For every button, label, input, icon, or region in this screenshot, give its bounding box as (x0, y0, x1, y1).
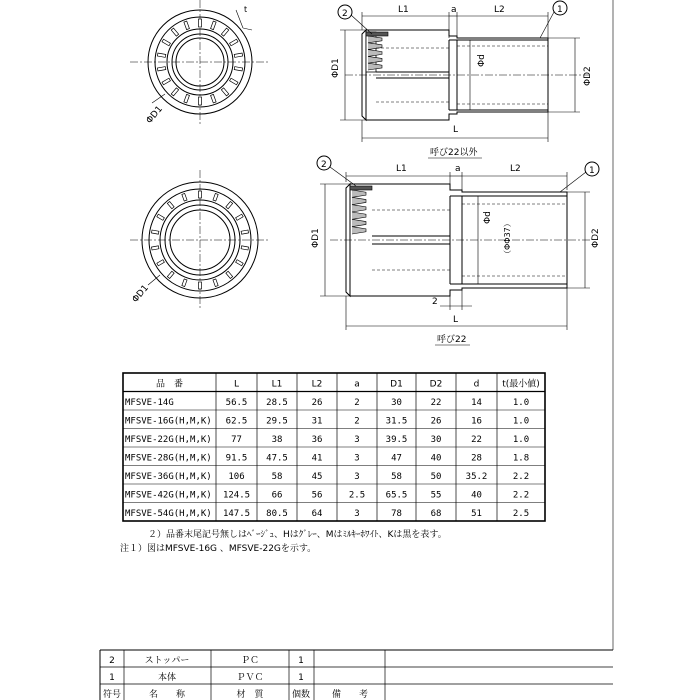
dimension-table-cell: MFSVE-36G(H,M,K) (125, 472, 212, 482)
parts-table-cell: ＰＶＣ (236, 673, 264, 683)
side-view-bottom (311, 156, 601, 345)
dimension-table-cell: 30 (430, 435, 442, 445)
dimension-table-header: L1 (271, 379, 283, 390)
stopper-finger (352, 197, 366, 204)
stopper-tooth (213, 279, 218, 287)
stopper-tooth (199, 97, 202, 105)
stopper-tooth (221, 28, 228, 36)
dimension-table-header: d (473, 379, 480, 390)
dimension-table-cell: 26 (430, 416, 442, 427)
dimension-table-cell: MFSVE-54G(H,M,K) (125, 509, 212, 519)
dimension-table-cell: 2 (354, 416, 360, 427)
dimension-table-header: a (354, 379, 360, 390)
dimension-table-cell: 106 (228, 472, 245, 482)
stopper-tooth (230, 78, 238, 85)
stopper-tooth (182, 193, 187, 201)
stopper-tooth (151, 230, 158, 234)
stopper-tooth (171, 88, 178, 96)
dimension-table-cell: 51 (471, 509, 482, 519)
stopper-tooth (221, 88, 228, 96)
dimension-table-cell: 3 (354, 509, 360, 519)
stopper-ring (366, 32, 388, 36)
stopper-tooth (167, 201, 174, 208)
stopper-tooth (199, 191, 202, 198)
bottom-balloon-2-text: 2 (321, 160, 327, 170)
dimension-table-cell: 64 (311, 509, 323, 519)
bottom-dim-2: 2 (432, 297, 438, 307)
stopper-tooth (171, 28, 178, 36)
bottom-dim-L2: L2 (510, 164, 521, 174)
bottom-balloon-1-text: 1 (589, 166, 595, 176)
bottom-dim-d: Φd (483, 211, 493, 224)
note-2: ２）品番末尾記号無しはﾍﾞｰｼﾞｭ、Hはｸﾞﾚｰ、Mはﾐﾙｷｰﾎﾜｲﾄ、Kは黒を表す。 (148, 530, 447, 540)
parts-table-cell: 2 (109, 656, 115, 666)
dimension-table-header: L2 (311, 379, 323, 390)
stopper-tooth (167, 271, 174, 278)
dimension-table-cell: MFSVE-22G(H,M,K) (125, 435, 212, 445)
dimension-table-cell: 40 (471, 490, 482, 501)
stopper-tooth (162, 39, 170, 46)
dimension-table-cell: MFSVE-14G (125, 398, 174, 408)
dimension-table-cell: MFSVE-42G(H,M,K) (125, 490, 212, 501)
dimension-table-cell: 2 (354, 398, 360, 408)
dimension-table-cell: 2.5 (348, 490, 366, 501)
stopper-tooth (162, 78, 170, 85)
stopper-tooth (184, 21, 190, 30)
dimension-table-cell: 31.5 (385, 416, 408, 427)
dimension-table-cell: 3 (354, 472, 360, 482)
dimension-table-cell: 80.5 (266, 509, 288, 519)
dimension-table-cell: 66 (271, 490, 283, 501)
stopper-finger (368, 63, 382, 70)
dimension-table-cell: 47 (391, 453, 402, 464)
dimension-table (123, 373, 545, 521)
top-dim-a: a (451, 5, 457, 15)
stopper-finger (352, 190, 366, 197)
dimension-table-cell: 31 (311, 416, 323, 427)
dimension-table-cell: 41 (311, 453, 323, 464)
dimension-table-cell: 22 (471, 435, 482, 445)
dimension-table-cell: 124.5 (222, 490, 251, 501)
dimension-table-header: D2 (429, 379, 443, 390)
stopper-tooth (241, 230, 248, 234)
dimension-table-cell: 1.0 (512, 398, 530, 408)
parts-table-header: 材 質 (236, 690, 264, 700)
stopper-tooth (157, 67, 165, 71)
top-dim-L: L (453, 125, 459, 135)
stopper-tooth (199, 282, 202, 289)
dimension-table-cell: 58 (271, 472, 283, 482)
end-view-bottom-d1-label: ΦD1 (130, 283, 151, 305)
dimension-table-cell: 56 (311, 490, 323, 501)
side-view-top (331, 1, 593, 158)
dimension-table-cell: 38 (271, 435, 283, 445)
stopper-tooth (157, 260, 165, 266)
stopper-finger (368, 50, 382, 57)
dimension-table-cell: 2.2 (512, 490, 530, 501)
stopper-tooth (199, 19, 202, 27)
dimension-table-cell: 26 (311, 398, 323, 408)
dimension-table-cell: 62.5 (225, 416, 248, 427)
stopper-tooth (226, 201, 233, 208)
top-dim-L1: L1 (398, 5, 409, 15)
stopper-finger (368, 43, 382, 50)
stopper-tooth (157, 53, 165, 57)
top-balloon-1-text: 1 (557, 5, 563, 15)
parts-table-cell: 1 (298, 673, 304, 683)
stopper-tooth (236, 214, 244, 220)
dimension-table-cell: 47.5 (266, 453, 288, 464)
dimension-table-cell: 2.2 (512, 472, 530, 482)
stopper-tooth (184, 94, 190, 103)
dimension-table-cell: 14 (471, 398, 482, 408)
bottom-caption: 呼び22 (437, 335, 467, 345)
dimension-table-header: t(最小値) (502, 379, 540, 390)
stopper-tooth (182, 279, 187, 287)
dimension-table-cell: 55 (430, 490, 442, 501)
bottom-dim-L: L (453, 315, 459, 325)
bottom-dim-D2: ΦD2 (591, 228, 601, 248)
dimension-table-header: D1 (390, 379, 403, 390)
dimension-table-cell: 1.8 (512, 453, 530, 464)
dimension-table-cell: 3 (354, 453, 360, 464)
stopper-tooth (157, 214, 165, 220)
dimension-table-cell: 77 (231, 435, 242, 445)
dimension-table-header: 品 番 (155, 379, 184, 390)
dimension-table-cell: 56.5 (225, 398, 248, 408)
stopper-tooth (234, 53, 242, 57)
dimension-table-cell: 2.5 (512, 509, 530, 519)
dimension-table-cell: 45 (311, 472, 323, 482)
dimension-table-cell: 50 (430, 472, 442, 482)
dimension-table-cell: 40 (430, 453, 442, 464)
dimension-table-cell: 147.5 (222, 509, 251, 519)
bottom-dim-D1: ΦD1 (311, 228, 321, 248)
stopper-finger (352, 205, 366, 212)
dimension-table-cell: 58 (391, 472, 402, 482)
dimension-table-cell: 39.5 (385, 435, 408, 445)
top-dim-L2: L2 (494, 5, 505, 15)
dimension-table-cell: MFSVE-16G(H,M,K) (125, 416, 212, 427)
end-view-bottom (130, 170, 270, 310)
end-view-top-d1-label: ΦD1 (144, 104, 165, 126)
stopper-finger (352, 227, 366, 234)
dimension-table-cell: 91.5 (225, 453, 248, 464)
dimension-table-cell: 68 (430, 509, 442, 519)
parts-table-header: 符号 (102, 690, 122, 700)
parts-table-cell: ＰＣ (240, 656, 260, 666)
top-balloon-2-text: 2 (342, 9, 348, 19)
dimension-table-cell: 28 (471, 453, 482, 464)
dimension-table-cell: 28.5 (266, 398, 288, 408)
dimension-table-cell: 78 (391, 509, 402, 519)
end-view-top (130, 0, 270, 126)
stopper-finger (368, 36, 382, 43)
parts-table-header: 個数 (291, 690, 311, 700)
stopper-tooth (151, 246, 158, 250)
stopper-tooth (230, 39, 238, 46)
stopper-ring (350, 186, 372, 190)
top-dim-d: Φd (477, 54, 487, 67)
bottom-dim-L1: L1 (396, 164, 407, 174)
dimension-table-header: L (233, 379, 240, 390)
dimension-table-cell: 1.0 (512, 435, 530, 445)
dimension-table-cell: 29.5 (266, 416, 288, 427)
stopper-tooth (211, 94, 217, 103)
top-dim-D2: ΦD2 (583, 66, 593, 86)
stopper-tooth (213, 193, 218, 201)
bottom-dim-a: a (455, 164, 461, 174)
dimension-table-cell: 36 (311, 435, 323, 445)
stopper-tooth (234, 67, 242, 71)
top-caption: 呼び22以外 (430, 148, 478, 158)
dimension-table-cell: 30 (391, 398, 402, 408)
dimension-table-cell: MFSVE-28G(H,M,K) (125, 453, 212, 464)
parts-table-cell: 本体 (157, 673, 177, 683)
dimension-table-cell: 22 (430, 398, 442, 408)
end-view-top-t-label: t (244, 5, 248, 14)
top-dim-D1: ΦD1 (331, 58, 341, 78)
stopper-finger (368, 56, 382, 63)
dimension-table-cell: 3 (354, 435, 360, 445)
stopper-tooth (241, 246, 248, 250)
parts-table-cell: 1 (298, 656, 304, 666)
dimension-table-cell: 16 (471, 416, 482, 427)
parts-table (100, 650, 613, 700)
dimension-table-cell: 35.2 (465, 472, 488, 482)
bottom-dim-d37: （ΦΦ37） (503, 219, 512, 258)
stopper-tooth (211, 21, 217, 30)
parts-table-cell: 1 (109, 673, 115, 683)
note-1: 注１）図はMFSVE-16G 、MFSVE-22Gを示す。 (120, 544, 317, 554)
stopper-finger (352, 212, 366, 219)
dimension-table-cell: 65.5 (385, 490, 408, 501)
stopper-finger (352, 219, 366, 226)
stopper-tooth (236, 260, 244, 266)
parts-table-cell: ストッパー (144, 656, 190, 666)
parts-table-header: 名 称 (148, 690, 186, 700)
parts-table-header: 備 考 (331, 690, 369, 700)
stopper-tooth (226, 271, 233, 278)
dimension-table-cell: 1.0 (512, 416, 530, 427)
